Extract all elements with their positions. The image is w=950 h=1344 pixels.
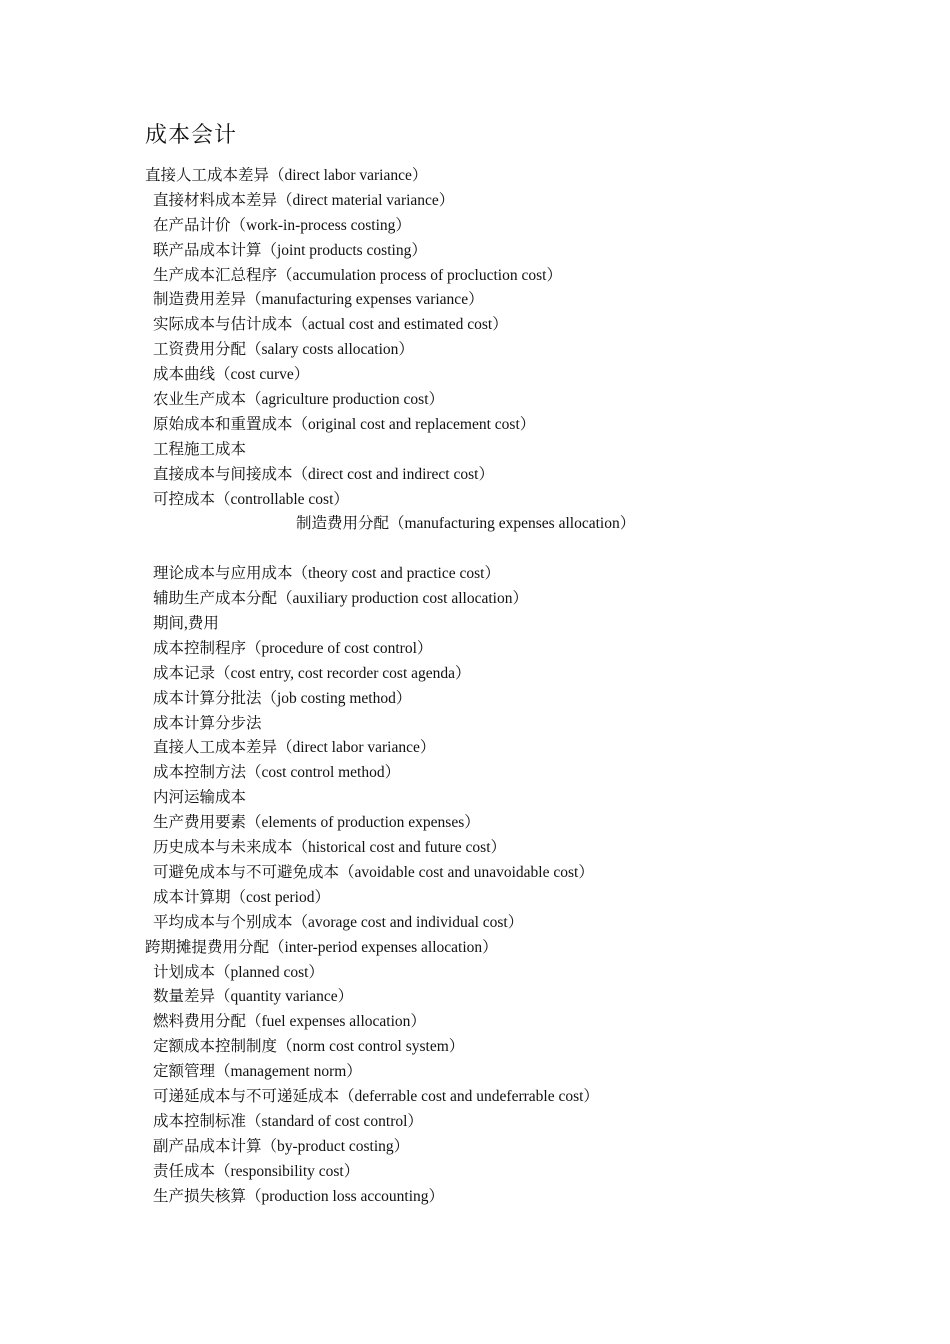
term-item: 计划成本（planned cost） (153, 963, 324, 981)
term-item: 成本控制标准（standard of cost control） (153, 1112, 423, 1130)
term-item: 生产费用要素（elements of production expenses） (153, 814, 480, 832)
term-item: 历史成本与未来成本（historical cost and future cost） (153, 839, 507, 857)
term-item: 工资费用分配（salary costs allocation） (153, 341, 414, 359)
term-item: 在产品计价（work-in-process costing） (153, 216, 411, 234)
term-item: 联产品成本计算（joint products costing） (153, 241, 427, 259)
term-item: 成本曲线（cost curve） (153, 366, 310, 384)
term-item: 责任成本（responsibility cost） (153, 1162, 360, 1180)
term-item: 直接材料成本差异（direct material variance） (153, 191, 455, 209)
term-item: 生产成本汇总程序（accumulation process of procluction cost） (153, 266, 562, 284)
term-item: 数量差异（quantity variance） (153, 988, 354, 1006)
term-item: 制造费用分配（manufacturing expenses allocation） (296, 515, 636, 533)
term-item: 农业生产成本（agriculture production cost） (153, 391, 445, 409)
term-item: 直接人工成本差异（direct labor variance） (145, 167, 428, 184)
term-item: 成本计算分批法（job costing method） (153, 689, 412, 707)
term-item: 直接人工成本差异（direct labor variance） (153, 739, 436, 757)
term-item: 定额管理（management norm） (153, 1063, 362, 1081)
term-item: 制造费用差异（manufacturing expenses variance） (153, 291, 484, 309)
term-item: 成本记录（cost entry, cost recorder cost agenda） (153, 664, 471, 682)
term-item: 可控成本（controllable cost） (153, 490, 349, 508)
term-item: 直接成本与间接成本（direct cost and indirect cost） (153, 465, 494, 483)
term-item: 生产损失核算（production loss accounting） (153, 1187, 445, 1205)
term-item: 成本控制程序（procedure of cost control） (153, 639, 433, 657)
term-item: 成本计算分步法 (153, 714, 262, 732)
term-item: 原始成本和重置成本（original cost and replacement cost） (153, 415, 536, 433)
term-item: 燃料费用分配（fuel expenses allocation） (153, 1013, 426, 1031)
term-item: 工程施工成本 (153, 440, 247, 458)
term-item: 可递延成本与不可递延成本（deferrable cost and undeferrable cost） (153, 1087, 599, 1105)
blank-line (145, 537, 905, 562)
term-item: 成本控制方法（cost control method） (153, 764, 401, 782)
term-item: 辅助生产成本分配（auxiliary production cost allocation） (153, 590, 528, 608)
term-item: 定额成本控制制度（norm cost control system） (153, 1038, 465, 1056)
term-list (145, 164, 905, 1209)
term-item: 内河运输成本 (153, 789, 247, 807)
document-page (145, 118, 905, 1209)
document-title: 成本会计 (145, 122, 238, 147)
term-item: 期间,费用 (153, 615, 219, 633)
term-item: 可避免成本与不可避免成本（avoidable cost and unavoidable cost） (153, 863, 594, 881)
term-item: 实际成本与估计成本（actual cost and estimated cost） (153, 316, 508, 334)
term-item: 成本计算期（cost period） (153, 888, 330, 906)
term-item: 副产品成本计算（by-product costing） (153, 1137, 410, 1155)
term-item: 理论成本与应用成本（theory cost and practice cost） (153, 565, 500, 583)
term-item: 平均成本与个别成本（avorage cost and individual cost） (153, 913, 524, 931)
term-item: 跨期摊提费用分配（inter-period expenses allocation） (145, 938, 498, 956)
